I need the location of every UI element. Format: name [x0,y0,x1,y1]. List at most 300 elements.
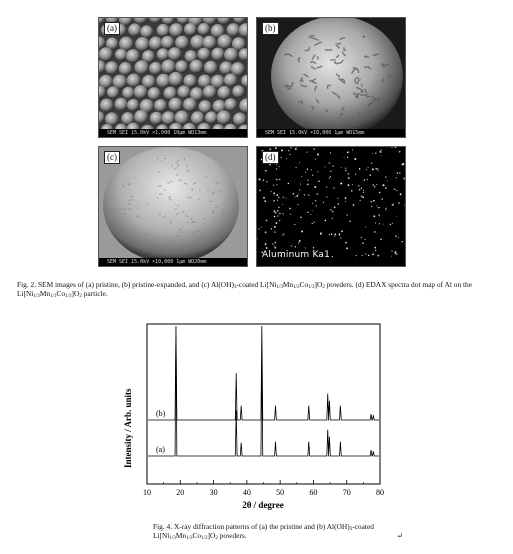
particle [168,98,182,112]
al-dot [354,158,356,160]
al-dot [282,213,284,215]
al-dot [341,230,343,232]
al-dot [286,158,287,159]
al-dot [334,207,336,209]
al-dot [391,250,392,251]
particle [140,25,153,38]
surface-ridge [363,36,365,37]
particle [211,48,224,61]
al-dot [313,247,314,248]
al-dot [402,241,403,242]
al-dot [356,255,357,256]
grain [176,163,179,164]
particle [154,99,167,112]
panel-label-b: (b) [262,22,279,35]
particle [224,48,238,62]
particle [198,23,211,36]
al-dot [316,193,318,195]
al-dot [373,215,375,217]
al-dot [274,226,276,228]
al-dot [402,163,404,165]
al-dot [274,242,276,244]
al-dot [372,184,374,186]
particle [115,98,128,111]
al-dot [340,237,341,238]
al-dot [324,166,325,167]
al-dot [372,153,373,154]
al-dot [394,188,396,190]
al-dot [275,147,277,149]
al-dot [381,150,382,151]
al-dot [372,168,374,170]
al-dot [330,171,331,172]
al-dot [320,232,321,233]
al-dot [341,167,342,168]
al-dot [300,216,302,218]
al-dot [279,213,281,215]
al-dot [369,174,371,176]
al-dot [271,228,273,230]
al-dot [317,171,318,172]
al-dot [366,169,367,170]
grain [123,214,126,215]
particle [161,59,176,74]
panel-label-d: (d) [262,151,279,164]
al-dot [298,242,300,244]
al-dot [276,184,277,185]
al-dot [352,184,353,185]
particle [169,23,183,37]
al-dot [333,187,335,189]
al-dot [349,221,350,222]
figure2-caption-line2: $Li[Ni_{1/3}Mn_{1/3}Co_{1/3}]O_2$ particle. [17,289,108,299]
al-dot [315,200,317,202]
al-dot [299,162,300,163]
series-label-b: (b) [156,409,166,418]
al-dot [370,201,372,203]
al-dot [330,152,331,153]
al-dot [380,155,381,156]
al-dot [392,223,393,224]
al-dot [312,203,313,204]
al-dot [265,170,267,172]
sem-info-bar-b: SEM SEI 15.0kV ×10,000 1μm WD15mm [257,129,405,137]
al-dot [329,162,331,164]
al-dot [325,220,327,222]
al-dot [289,154,290,155]
figure2-caption-line1: Fig. 2. SEM images of (a) pristine, (b) pristine-expanded, and (c) $Al(OH)_3$-coated $Li[Ni_{1/3}Mn_{1/3}Co_{1/3}]O_2$ powders. (d) EDAX spectra dot map of Al on the [17,280,473,290]
al-dot [277,210,279,212]
al-dot [307,179,308,180]
al-dot [283,196,285,198]
particle [203,36,217,50]
al-dot [362,242,364,244]
al-dot [394,251,396,253]
y-axis-label: Intensity / Arb. units [123,388,133,468]
al-dot [346,247,348,249]
al-dot [345,167,347,169]
al-dot [362,196,364,198]
al-dot [330,176,331,177]
al-dot [332,165,334,167]
figure4-caption [153,522,403,541]
al-dot [278,207,280,209]
figure2-caption [17,280,472,298]
al-dot [304,194,306,196]
al-dot [374,231,376,233]
particle [168,72,183,87]
sem-panel-c [98,146,248,267]
al-dot [332,211,334,213]
al-dot [352,149,353,150]
al-dot [345,201,346,202]
particle [119,62,132,75]
particle [224,98,237,111]
al-dot [289,208,291,210]
particle [156,74,170,88]
al-dot [288,150,290,152]
figure4-caption-line2: $Li[Ni_{1/3}Mn_{1/3}Co_{1/3}]O_2$ powders. ↵ [153,531,403,541]
grain [209,225,211,226]
al-dot [276,168,277,169]
al-dot [348,184,350,186]
particle [217,86,231,100]
al-dot [381,198,383,200]
al-dot [290,147,292,149]
al-dot [375,168,377,170]
al-dot [332,256,333,257]
al-dot [375,250,376,251]
al-dot [286,198,287,199]
grain [158,185,161,186]
xrd-chart [110,320,400,510]
particle [105,61,118,74]
particle [99,47,113,61]
particle [175,110,189,124]
particle [134,60,149,75]
al-dot [399,172,401,174]
particle [134,110,148,124]
surface-ridge [326,110,327,112]
al-dot [358,185,360,187]
al-dot [280,157,281,158]
al-dot [330,209,331,210]
plot-frame [147,324,380,484]
particle [135,37,149,51]
x-tick-label: 70 [342,488,351,497]
x-tick-label: 80 [376,488,384,497]
al-dot [374,186,375,187]
al-dot [380,151,382,153]
al-dot [312,175,313,176]
al-dot [283,233,285,235]
al-dot [334,234,336,236]
al-dot [313,148,315,150]
x-tick-label: 60 [309,488,318,497]
al-dot [296,195,298,197]
al-dot [288,183,289,184]
edax-dot-map [257,147,405,266]
al-dot [307,212,308,213]
al-dot [273,184,275,186]
al-dot [295,196,296,197]
al-dot [295,246,296,247]
particle [122,87,134,99]
particle [127,99,139,111]
al-dot [259,189,261,191]
particle [157,24,170,37]
al-dot [282,204,283,205]
al-dot [379,223,380,224]
panel-label-c: (c) [104,151,120,164]
particle [100,99,114,113]
al-dot [363,190,364,191]
al-dot [278,196,280,198]
al-dot [375,222,376,223]
al-dot [332,218,333,219]
particle [162,111,176,125]
al-dot [314,186,316,188]
al-dot [306,152,307,153]
al-dot [311,169,312,170]
particle [204,61,218,75]
al-dot [383,224,384,225]
series-label-a: (a) [156,445,165,454]
al-dot [269,148,271,150]
particle [199,100,212,113]
al-dot [291,245,293,247]
particle [157,48,169,60]
al-dot [261,227,262,228]
al-dot [348,151,349,152]
al-dot [279,166,280,167]
al-dot [385,187,387,189]
al-dot [361,255,363,257]
al-dot [326,197,327,198]
al-dot [307,183,309,185]
al-dot [295,167,297,169]
al-dot [274,231,276,233]
al-dot [368,167,369,168]
al-dot [377,168,378,169]
al-dot [346,214,347,215]
grain [153,242,154,244]
particle [175,60,188,73]
al-dot [280,213,281,214]
al-dot [345,242,347,244]
al-dot [274,216,276,218]
al-dot [276,179,278,181]
al-dot [396,177,397,178]
al-dot [398,237,399,238]
x-axis-label: 2θ / degree [242,500,284,510]
al-dot [396,190,397,191]
grain [196,243,197,244]
particle [107,86,119,98]
al-dot [282,235,284,237]
al-dot [374,247,376,249]
al-dot [361,195,363,197]
particle [197,48,210,61]
al-dot [375,152,377,154]
al-dot [263,197,265,199]
al-dot [376,184,378,186]
al-dot [396,253,398,255]
al-dot [281,149,283,151]
al-dot [371,163,372,164]
al-dot [315,159,316,160]
particle [220,61,233,74]
al-dot [343,157,344,158]
particle [217,34,232,49]
al-dot [279,220,280,221]
al-dot [347,173,349,175]
sem-image-b [257,18,405,137]
al-dot [361,237,363,239]
al-dot [275,212,277,214]
al-dot [329,234,330,235]
particle [168,47,182,61]
al-dot [365,226,366,227]
al-dot [305,172,306,173]
al-dot [355,174,356,175]
al-dot [339,233,341,235]
x-tick-label: 30 [209,488,218,497]
al-dot [379,192,381,194]
al-dot [276,194,278,196]
surface-ridge [317,56,318,59]
grain [211,231,213,232]
grain [160,213,161,215]
al-dot [277,200,278,201]
particle [177,85,190,98]
al-dot [300,183,301,184]
particle [126,49,140,63]
particle [189,60,203,74]
al-dot [273,200,275,202]
x-tick-label: 20 [176,488,185,497]
al-dot [275,222,277,224]
al-dot [396,216,397,217]
particle [227,23,240,36]
al-dot [279,179,280,180]
al-dot [377,255,379,257]
panel-label-a: (a) [104,22,120,35]
al-dot [363,192,364,193]
edax-panel-d [256,146,406,267]
particle [224,73,238,87]
particle [175,36,189,50]
al-dot [395,235,397,237]
al-dot [359,168,361,170]
al-dot [273,195,274,196]
al-dot [263,179,265,181]
al-dot [297,204,299,206]
al-dot [305,247,306,248]
al-dot [312,223,313,224]
al-dot [385,208,387,210]
al-dot [377,170,378,171]
al-dot [392,204,394,206]
al-dot [345,170,346,171]
al-dot [307,168,308,169]
al-dot [323,202,324,203]
al-dot [371,206,372,207]
al-dot [365,253,366,254]
al-dot [301,176,302,177]
al-dot [316,205,317,206]
al-dot [351,190,353,192]
particle [232,85,245,98]
al-dot [310,214,311,215]
sem-info-bar-a: SEM SEI 15.0kV ×1,000 10μm WD13mm [99,129,247,137]
al-dot [273,192,275,194]
al-dot [265,244,267,246]
particle [217,110,232,125]
al-dot [266,181,268,183]
sem-image-a [99,18,247,137]
al-dot [299,189,300,190]
al-dot [334,236,335,237]
particle [149,37,163,51]
al-dot [259,178,261,180]
al-dot [390,224,392,226]
grain [176,236,179,237]
al-dot [359,200,361,202]
al-dot [347,157,348,158]
al-dot [274,246,275,247]
particle [148,87,161,100]
al-dot [266,247,268,249]
al-dot [337,198,338,199]
al-dot [361,188,362,189]
particle [150,112,163,125]
sem-image-c [99,147,247,266]
al-dot [383,184,385,186]
particle [149,62,162,75]
x-tick-label: 10 [143,488,151,497]
particle [134,85,148,99]
al-dot [290,214,291,215]
al-dot [317,153,319,155]
al-dot [326,186,327,187]
particle [184,23,197,36]
al-dot [378,214,380,216]
particle [205,111,218,124]
xrd-series-a [148,336,379,456]
al-dot [353,204,355,206]
al-dot [348,177,350,179]
al-dot [380,239,381,240]
al-dot [294,224,295,225]
al-dot [313,222,314,223]
sem-info-bar-c: SEM SEI 15.0kV ×10,000 1μm WD20mm [99,258,247,266]
al-dot [265,231,267,233]
al-dot [364,179,365,180]
figure4-caption-line1: Fig. 4. X-ray diffraction patterns of (a) the pristine and (b) $Al(OH)_3$-coated [153,522,374,532]
particle [161,36,174,49]
particle [128,23,141,36]
al-dot [318,180,320,182]
al-dot [298,194,299,195]
al-dot [376,205,377,206]
al-dot [258,228,259,229]
al-dot [385,209,386,210]
particle [115,49,127,61]
al-dot [368,255,370,257]
al-dot [277,215,278,216]
al-dot [378,207,379,208]
